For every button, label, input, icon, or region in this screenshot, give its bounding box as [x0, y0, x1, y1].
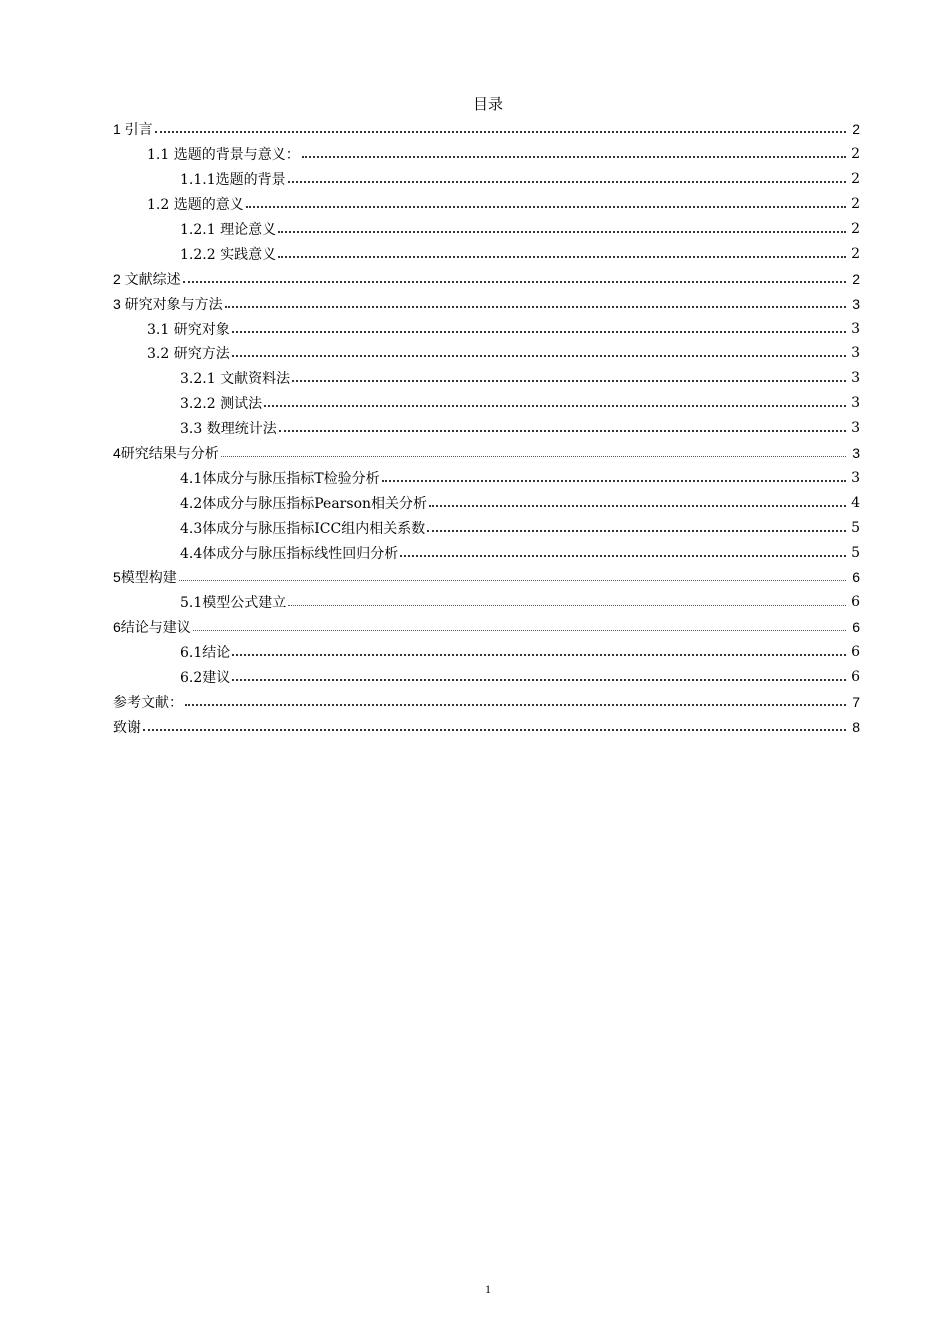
toc-entry-page: 6	[851, 669, 860, 686]
toc-entry-label: 4.2体成分与脉压指标Pearson相关分析	[180, 493, 429, 513]
toc-entry-page: 3	[852, 295, 860, 312]
toc-entry-page: 3	[852, 445, 860, 462]
toc-entry-label: 3.2 研究方法	[147, 343, 232, 363]
toc-leader-dots	[225, 291, 846, 316]
toc-entry[interactable]	[113, 490, 860, 515]
toc-entry-label: 4.4体成分与脉压指标线性回归分析	[180, 543, 400, 563]
toc-entry-page: 3	[851, 469, 860, 486]
toc-leader-dots	[232, 341, 846, 366]
toc-entry-label: 1.2.1 理论意义	[180, 219, 278, 239]
toc-entry-label: 1.1.1选题的背景	[180, 169, 288, 189]
table-of-contents	[113, 117, 860, 739]
toc-entry[interactable]	[113, 615, 860, 640]
toc-entry-label: 3 研究对象与方法	[113, 295, 223, 312]
toc-leader-dots	[246, 192, 846, 217]
toc-leader-dots	[193, 615, 846, 640]
toc-entry[interactable]	[113, 640, 860, 665]
toc-entry[interactable]	[113, 316, 860, 341]
toc-entry-label: 5.1模型公式建立	[180, 592, 288, 612]
toc-leader-dots	[278, 217, 846, 242]
toc-entry[interactable]	[113, 291, 860, 316]
toc-entry-label: 1.1 选题的背景与意义：	[147, 144, 302, 164]
toc-entry[interactable]	[113, 665, 860, 690]
toc-entry-page: 5	[851, 519, 860, 536]
toc-entry-label: 6.2建议	[180, 667, 232, 687]
toc-entry-label: 1 引言	[113, 121, 153, 138]
toc-entry-label: 3.1 研究对象	[147, 319, 232, 339]
toc-leader-dots	[292, 366, 846, 391]
toc-entry-label: 1.2.2 实践意义	[180, 244, 278, 264]
toc-entry-page: 3	[851, 395, 860, 412]
toc-leader-dots	[429, 490, 846, 515]
page-title: 目录	[472, 95, 503, 113]
toc-entry[interactable]	[113, 217, 860, 242]
toc-entry-page: 6	[852, 619, 860, 636]
toc-leader-dots	[427, 515, 846, 540]
toc-entry-label: 3.2.1 文献资料法	[180, 368, 292, 388]
toc-entry[interactable]	[113, 142, 860, 167]
toc-entry-page: 7	[852, 693, 860, 710]
toc-entry[interactable]	[113, 167, 860, 192]
toc-entry[interactable]	[113, 341, 860, 366]
toc-entry[interactable]	[113, 689, 860, 714]
toc-entry[interactable]	[113, 391, 860, 416]
toc-leader-dots	[382, 465, 846, 490]
toc-entry-page: 2	[851, 245, 860, 262]
toc-leader-dots	[279, 416, 846, 441]
toc-entry-label: 3.3 数理统计法	[180, 418, 279, 438]
page-number: 1	[485, 1282, 491, 1296]
toc-entry-label: 6.1结论	[180, 642, 232, 662]
toc-entry-page: 2	[851, 221, 860, 237]
toc-entry-label: 4研究结果与分析	[113, 445, 219, 462]
toc-leader-dots	[185, 689, 846, 714]
toc-leader-dots	[232, 316, 846, 341]
toc-leader-dots	[183, 266, 846, 291]
toc-entry-page: 2	[852, 270, 860, 287]
toc-entry-page: 3	[851, 370, 860, 387]
toc-leader-dots	[221, 441, 846, 466]
toc-entry[interactable]	[113, 714, 860, 739]
toc-entry-page: 6	[852, 569, 860, 586]
toc-entry-page: 5	[851, 544, 860, 561]
toc-entry[interactable]	[113, 416, 860, 441]
toc-leader-dots	[302, 142, 846, 167]
toc-leader-dots	[232, 640, 846, 665]
toc-entry-label: 参考文献：	[113, 693, 183, 710]
toc-leader-dots	[232, 665, 846, 690]
toc-entry-label: 5模型构建	[113, 569, 177, 586]
toc-entry-label: 1.2 选题的意义	[147, 194, 246, 214]
toc-entry[interactable]	[113, 366, 860, 391]
toc-entry[interactable]	[113, 540, 860, 565]
toc-entry[interactable]	[113, 192, 860, 217]
toc-entry[interactable]	[113, 565, 860, 590]
toc-entry-page: 6	[851, 644, 860, 661]
toc-entry[interactable]	[113, 515, 860, 540]
toc-entry-page: 4	[851, 494, 860, 511]
toc-entry[interactable]	[113, 441, 860, 466]
toc-entry-page: 2	[852, 121, 860, 138]
toc-entry-page: 6	[851, 594, 860, 611]
toc-entry[interactable]	[113, 465, 860, 490]
toc-entry-page: 3	[851, 345, 860, 362]
toc-entry-page: 2	[851, 171, 860, 188]
toc-entry[interactable]	[113, 117, 860, 142]
toc-entry-page: 2	[851, 196, 860, 213]
toc-entry[interactable]	[113, 241, 860, 266]
toc-leader-dots	[264, 391, 846, 416]
toc-leader-dots	[155, 117, 846, 142]
toc-leader-dots	[143, 714, 846, 739]
toc-entry[interactable]	[113, 590, 860, 615]
toc-entry[interactable]	[113, 266, 860, 291]
toc-entry-page: 3	[851, 320, 860, 337]
toc-leader-dots	[400, 540, 846, 565]
toc-entry-label: 4.1体成分与脉压指标T检验分析	[180, 468, 382, 488]
toc-entry-label: 6结论与建议	[113, 619, 191, 636]
toc-entry-page: 2	[851, 146, 860, 163]
toc-entry-label: 2 文献综述	[113, 270, 181, 287]
toc-leader-dots	[288, 590, 846, 615]
toc-leader-dots	[179, 565, 846, 590]
toc-entry-label: 致谢	[113, 718, 141, 735]
toc-entry-page: 3	[851, 420, 860, 437]
toc-entry-label: 4.3体成分与脉压指标ICC组内相关系数	[180, 518, 427, 538]
toc-entry-label: 3.2.2 测试法	[180, 393, 264, 413]
toc-leader-dots	[278, 241, 846, 266]
toc-entry-page: 8	[852, 718, 860, 735]
toc-leader-dots	[288, 167, 846, 192]
